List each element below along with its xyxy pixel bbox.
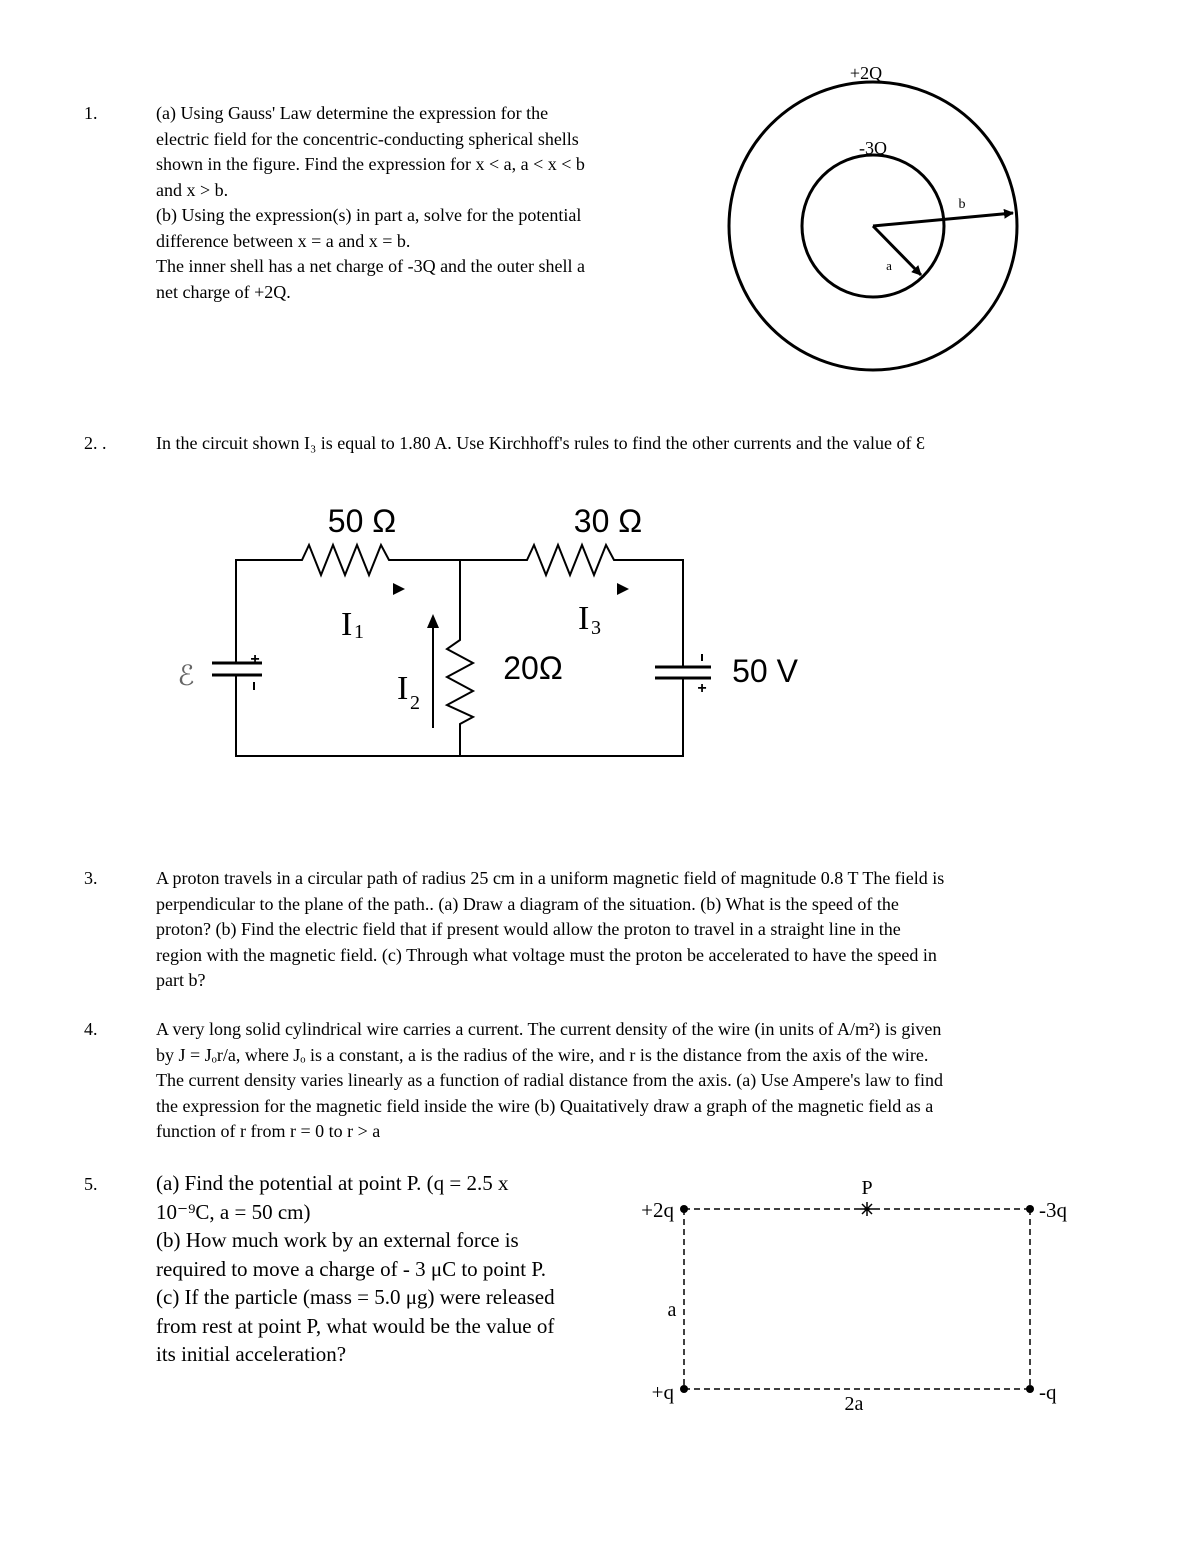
resistor-30-label: 30 Ω (573, 503, 643, 539)
current-i1-label: I (341, 606, 353, 643)
q4-line: A very long solid cylindrical wire carries a current. The current density of the wire (in units of A/m²) is given (156, 1019, 942, 1039)
q3-line: region with the magnetic field. (c) Through what voltage must the proton be accelerated to have the speed in (156, 944, 937, 965)
current-i2-subscript: 2 (410, 692, 420, 714)
q1-line: and x > b. (156, 179, 229, 200)
charge-bottom-right-label: -q (1039, 1380, 1057, 1404)
current-i1-subscript: 1 (354, 621, 364, 643)
battery-plus-sign: + (697, 680, 707, 697)
outer-charge-label: +2Q (849, 63, 883, 83)
width-2a-label: 2a (844, 1393, 864, 1415)
circuit-labels (178, 503, 799, 714)
radius-a-arrow (873, 226, 921, 275)
q5-line: (c) If the particle (mass = 5.0 μg) were released (156, 1285, 555, 1309)
point-p-label: P (861, 1177, 873, 1199)
emf-label: ℰ (177, 661, 195, 692)
q1-line: net charge of +2Q. (156, 281, 291, 302)
radius-a-label: a (886, 258, 892, 273)
battery-voltage-label: 50 V (732, 653, 798, 689)
charge-bottom-right (1026, 1385, 1034, 1393)
charge-rectangle-figure (641, 1177, 1067, 1415)
radius-b-label: b (958, 197, 966, 212)
q4-line: the expression for the magnetic field inside the wire (b) Quaitatively draw a graph of the magnetic field as a (156, 1095, 934, 1116)
q5-line: 10⁻⁹C, a = 50 cm) (156, 1199, 311, 1224)
current-i3-subscript: 3 (591, 617, 601, 639)
question-number-4: 4. (84, 1019, 98, 1039)
q3-line: perpendicular to the plane of the path.. (a) Draw a diagram of the situation. (b) What is the speed of the (156, 893, 899, 914)
charge-top-right-label: -3q (1039, 1198, 1067, 1222)
q5-line: its initial acceleration? (156, 1342, 347, 1366)
resistor-50-ohm (236, 545, 460, 612)
charge-bottom-left (680, 1385, 688, 1393)
q3-line: proton? (b) Find the electric field that if present would allow the proton to travel in a straight line in the (156, 919, 901, 939)
q3-line: part b? (156, 970, 206, 990)
charge-top-left-label: +2q (641, 1198, 674, 1222)
resistor-20-ohm (447, 560, 473, 756)
q1-line: (a) Using Gauss' Law determine the expression for the (156, 103, 549, 123)
circuit-diagram (212, 545, 711, 756)
charge-bottom-left-label: +q (651, 1380, 674, 1404)
q1-line: difference between x = a and x = b. (156, 230, 411, 251)
resistor-30-ohm (460, 545, 683, 648)
current-i2-arrow-head (427, 614, 439, 628)
q5-line: (b) How much work by an external force is (156, 1228, 519, 1252)
current-i1-arrow (393, 583, 405, 595)
point-p-marker (860, 1202, 874, 1216)
q5-line: from rest at point P, what would be the value of (156, 1313, 555, 1338)
current-i3-arrow (617, 583, 629, 595)
current-i3-label: I (578, 600, 590, 637)
resistor-50-label: 50 Ω (327, 503, 397, 539)
q2-line: In the circuit shown I₃ is equal to 1.80 A. Use Kirchhoff's rules to find the other currents and the value of Ɛ (156, 433, 926, 453)
q5-line: required to move a charge of - 3 μC to point P. (156, 1256, 546, 1281)
q1-line: (b) Using the expression(s) in part a, solve for the potential (156, 205, 582, 225)
charge-top-left (680, 1205, 688, 1213)
q5-line: (a) Find the potential at point P. (q = 2.5 x (156, 1171, 509, 1195)
question-number-1: 1. (84, 103, 98, 123)
question-number-3: 3. (84, 868, 98, 888)
q4-line: by J = Jₒr/a, where Jₒ is a constant, a is the radius of the wire, and r is the distance from the axis of the wire. (156, 1044, 929, 1065)
current-i2-label: I (397, 670, 409, 707)
q1-line: electric field for the concentric-conducting spherical shells (156, 128, 579, 149)
q1-line: The inner shell has a net charge of -3Q and the outer shell a (156, 256, 586, 276)
resistor-20-label: 20Ω (503, 650, 563, 686)
question-number-2: 2. . (84, 433, 107, 453)
side-a-label: a (667, 1299, 677, 1321)
question-number-5: 5. (84, 1174, 98, 1194)
inner-charge-label: -3Q (859, 138, 887, 158)
q4-line: function of r from r = 0 to r > a (156, 1121, 381, 1141)
emf-plus-sign: + (250, 651, 260, 668)
spherical-shells-figure (729, 63, 1017, 370)
q4-line: The current density varies linearly as a function of radial distance from the axis. (a) Use Ampere's law to find (156, 1070, 943, 1090)
charge-top-right (1026, 1205, 1034, 1213)
q1-line: shown in the figure. Find the expression for x < a, a < x < b (156, 154, 585, 174)
q3-line: A proton travels in a circular path of radius 25 cm in a uniform magnetic field of magnitude 0.8 T The field is (156, 868, 945, 888)
